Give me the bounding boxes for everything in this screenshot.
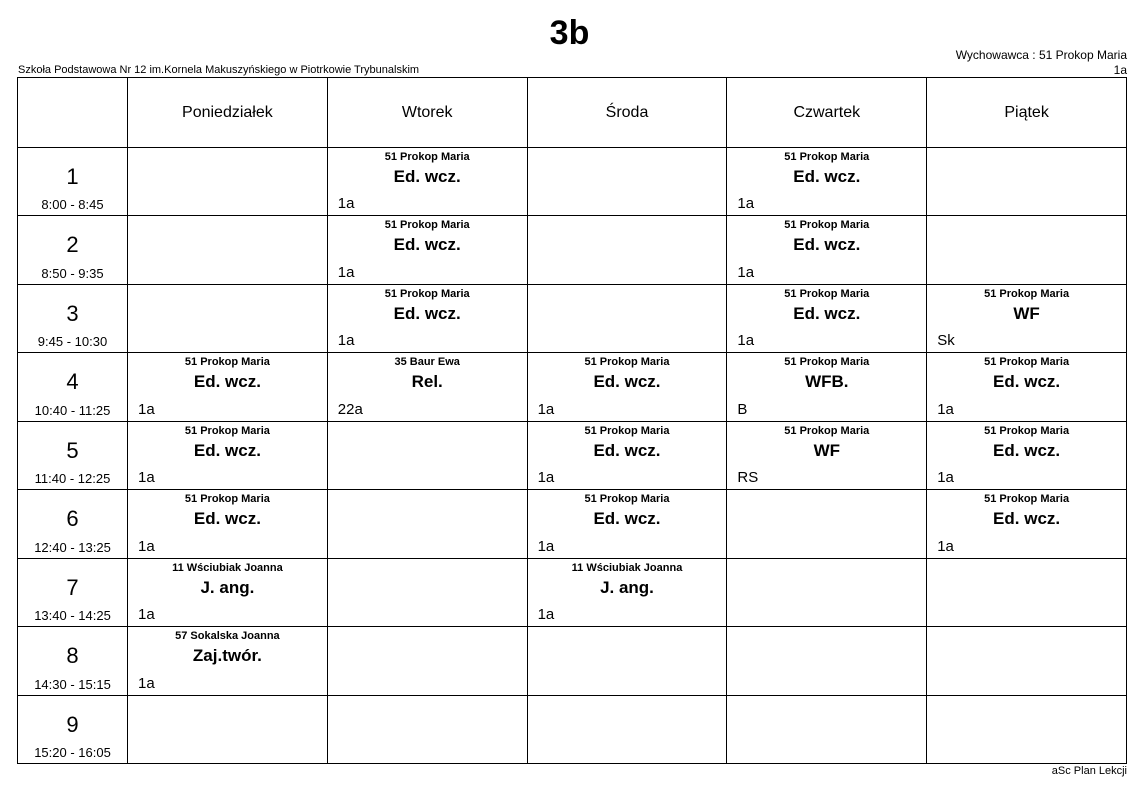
- lesson-teacher: 51 Prokop Maria: [384, 287, 470, 300]
- lesson-subject: Ed. wcz.: [393, 303, 461, 323]
- lesson-cell: [327, 148, 527, 216]
- lesson-teacher: 51 Prokop Maria: [184, 424, 270, 437]
- lesson-room: 1a: [138, 469, 155, 487]
- period-time: 8:50 - 9:35: [41, 265, 104, 281]
- period-number: 9: [66, 711, 79, 737]
- lesson-cell: [128, 421, 328, 489]
- lesson-cell: [327, 353, 527, 421]
- empty-cell: [327, 558, 527, 626]
- empty-cell: [927, 148, 1127, 216]
- period-row: [18, 148, 1127, 216]
- period-time: 11:40 - 12:25: [34, 471, 111, 487]
- lesson-subject: Ed. wcz.: [993, 509, 1061, 529]
- lesson-room: 1a: [138, 400, 155, 418]
- lesson-teacher: 51 Prokop Maria: [184, 493, 270, 506]
- lesson-subject: Ed. wcz.: [793, 235, 861, 255]
- lesson-cell: [327, 284, 527, 352]
- lesson-room: 1a: [737, 332, 755, 350]
- lesson-subject: Ed. wcz.: [393, 235, 461, 255]
- period-cell: [18, 148, 128, 216]
- lesson-teacher: 11 Wściubiak Joanna: [172, 561, 283, 574]
- lesson-teacher: 51 Prokop Maria: [784, 287, 870, 300]
- day-header: Środa: [527, 78, 727, 148]
- lesson-subject: Ed. wcz.: [193, 440, 261, 460]
- lesson-room: 1a: [138, 537, 155, 555]
- empty-cell: [727, 490, 927, 558]
- empty-cell: [527, 695, 727, 764]
- lesson-room: 1a: [937, 537, 954, 555]
- lesson-teacher: 51 Prokop Maria: [784, 356, 870, 369]
- lesson-cell: [927, 421, 1127, 489]
- period-row: [18, 284, 1127, 352]
- period-time: 14:30 - 15:15: [34, 676, 111, 692]
- period-cell: [18, 558, 128, 626]
- empty-cell: [927, 216, 1127, 284]
- empty-cell: [327, 490, 527, 558]
- lesson-cell: [128, 558, 328, 626]
- empty-cell: [128, 148, 328, 216]
- lesson-teacher: 11 Wściubiak Joanna: [571, 561, 683, 574]
- period-row: [18, 627, 1127, 695]
- lesson-cell: [527, 353, 727, 421]
- lesson-cell: [927, 490, 1127, 558]
- day-header: Piątek: [927, 78, 1127, 148]
- empty-cell: [927, 695, 1127, 764]
- empty-cell: [527, 148, 727, 216]
- class-tutor: Wychowawca : 51 Prokop Maria: [955, 48, 1127, 62]
- lesson-room: 1a: [537, 469, 555, 487]
- footer-credit: aSc Plan Lekcji: [1051, 765, 1127, 777]
- lesson-teacher: 51 Prokop Maria: [784, 424, 870, 437]
- lesson-subject: WF: [1013, 303, 1040, 323]
- empty-cell: [128, 284, 328, 352]
- period-row: [18, 353, 1127, 421]
- empty-cell: [727, 558, 927, 626]
- day-header: Wtorek: [327, 78, 527, 148]
- period-number: 2: [66, 232, 79, 258]
- lesson-cell: [527, 490, 727, 558]
- lesson-teacher: 51 Prokop Maria: [584, 424, 670, 437]
- period-time: 8:00 - 8:45: [41, 197, 104, 213]
- empty-cell: [727, 627, 927, 695]
- lesson-subject: J. ang.: [600, 577, 654, 597]
- lesson-subject: Ed. wcz.: [593, 509, 661, 529]
- period-cell: [18, 353, 128, 421]
- lesson-subject: Ed. wcz.: [593, 440, 661, 460]
- lesson-room: B: [737, 400, 748, 418]
- lesson-cell: [327, 216, 527, 284]
- lesson-cell: [727, 353, 927, 421]
- lesson-room: Sk: [937, 332, 955, 350]
- lesson-room: RS: [737, 469, 759, 487]
- period-row: [18, 695, 1127, 764]
- lesson-cell: [527, 558, 727, 626]
- corner-cell: [18, 78, 128, 148]
- empty-cell: [727, 695, 927, 764]
- empty-cell: [527, 284, 727, 352]
- period-time: 9:45 - 10:30: [37, 334, 108, 350]
- period-number: 6: [66, 506, 79, 532]
- lesson-cell: [128, 627, 328, 695]
- lesson-room: 1a: [737, 195, 755, 213]
- lesson-teacher: 51 Prokop Maria: [784, 151, 870, 163]
- lesson-room: 1a: [937, 400, 954, 418]
- empty-cell: [128, 695, 328, 764]
- lesson-cell: [527, 421, 727, 489]
- period-number: 1: [66, 164, 79, 189]
- empty-cell: [927, 627, 1127, 695]
- lesson-subject: WF: [813, 440, 840, 460]
- lesson-cell: [927, 284, 1127, 352]
- period-cell: [18, 421, 128, 489]
- lesson-subject: Ed. wcz.: [993, 372, 1061, 392]
- lesson-teacher: 51 Prokop Maria: [984, 493, 1070, 506]
- school-name: Szkoła Podstawowa Nr 12 im.Kornela Makuszyńskiego w Piotrkowie Trybunalskim: [18, 64, 420, 76]
- lesson-room: 1a: [337, 195, 355, 213]
- period-number: 8: [66, 643, 79, 669]
- lesson-cell: [727, 148, 927, 216]
- lesson-room: 1a: [737, 263, 755, 281]
- period-time: 13:40 - 14:25: [34, 608, 111, 624]
- period-row: [18, 216, 1127, 284]
- lesson-subject: Ed. wcz.: [593, 372, 661, 392]
- lesson-teacher: 51 Prokop Maria: [984, 356, 1070, 369]
- lesson-subject: Ed. wcz.: [193, 509, 261, 529]
- lesson-teacher: 57 Sokalska Joanna: [175, 630, 280, 643]
- lesson-subject: Ed. wcz.: [393, 167, 461, 186]
- period-row: [18, 421, 1127, 489]
- lesson-teacher: 51 Prokop Maria: [184, 356, 270, 369]
- period-row: [18, 558, 1127, 626]
- empty-cell: [128, 216, 328, 284]
- lesson-teacher: 51 Prokop Maria: [384, 151, 470, 163]
- lesson-teacher: 51 Prokop Maria: [584, 356, 670, 369]
- lesson-subject: Ed. wcz.: [193, 372, 261, 392]
- period-cell: [18, 490, 128, 558]
- lesson-cell: [927, 353, 1127, 421]
- lesson-cell: [727, 284, 927, 352]
- period-cell: [18, 284, 128, 352]
- lesson-subject: Rel.: [411, 372, 443, 392]
- lesson-subject: J. ang.: [200, 577, 255, 597]
- period-cell: [18, 695, 128, 764]
- period-cell: [18, 216, 128, 284]
- lesson-subject: Ed. wcz.: [793, 303, 861, 323]
- lesson-teacher: 51 Prokop Maria: [584, 493, 670, 506]
- lesson-room: 1a: [337, 332, 355, 350]
- empty-cell: [527, 627, 727, 695]
- lesson-teacher: 51 Prokop Maria: [984, 287, 1070, 300]
- lesson-cell: [128, 490, 328, 558]
- lesson-teacher: 51 Prokop Maria: [784, 219, 870, 232]
- lesson-room: 1a: [138, 674, 155, 692]
- lesson-teacher: 51 Prokop Maria: [384, 219, 470, 232]
- empty-cell: [327, 627, 527, 695]
- period-number: 5: [66, 437, 79, 463]
- class-tutor-room: 1a: [1113, 63, 1127, 77]
- lesson-cell: [128, 353, 328, 421]
- lesson-room: 1a: [138, 606, 155, 624]
- lesson-room: 1a: [937, 469, 954, 487]
- period-time: 10:40 - 11:25: [34, 402, 111, 418]
- page-title: 3b: [549, 14, 590, 52]
- lesson-room: 1a: [537, 606, 555, 624]
- period-number: 7: [66, 574, 79, 600]
- lesson-teacher: 51 Prokop Maria: [984, 424, 1070, 437]
- day-header-row: [18, 78, 1127, 148]
- lesson-room: 22a: [337, 400, 363, 418]
- lesson-room: 1a: [537, 400, 555, 418]
- period-time: 12:40 - 13:25: [34, 539, 111, 555]
- period-cell: [18, 627, 128, 695]
- lesson-subject: Ed. wcz.: [793, 167, 861, 186]
- lesson-subject: WFB.: [805, 372, 849, 392]
- lesson-subject: Ed. wcz.: [993, 440, 1061, 460]
- period-time: 15:20 - 16:05: [34, 745, 111, 760]
- lesson-teacher: 35 Baur Ewa: [394, 356, 460, 369]
- period-number: 3: [66, 300, 79, 326]
- lesson-cell: [727, 216, 927, 284]
- timetable-grid: [17, 77, 1127, 764]
- empty-cell: [927, 558, 1127, 626]
- empty-cell: [327, 695, 527, 764]
- lesson-subject: Zaj.twór.: [192, 646, 262, 666]
- lesson-cell: [727, 421, 927, 489]
- period-row: [18, 490, 1127, 558]
- day-header: Poniedziałek: [128, 78, 328, 148]
- lesson-room: 1a: [337, 263, 355, 281]
- lesson-room: 1a: [537, 537, 555, 555]
- empty-cell: [527, 216, 727, 284]
- day-header: Czwartek: [727, 78, 927, 148]
- empty-cell: [327, 421, 527, 489]
- period-number: 4: [66, 369, 79, 395]
